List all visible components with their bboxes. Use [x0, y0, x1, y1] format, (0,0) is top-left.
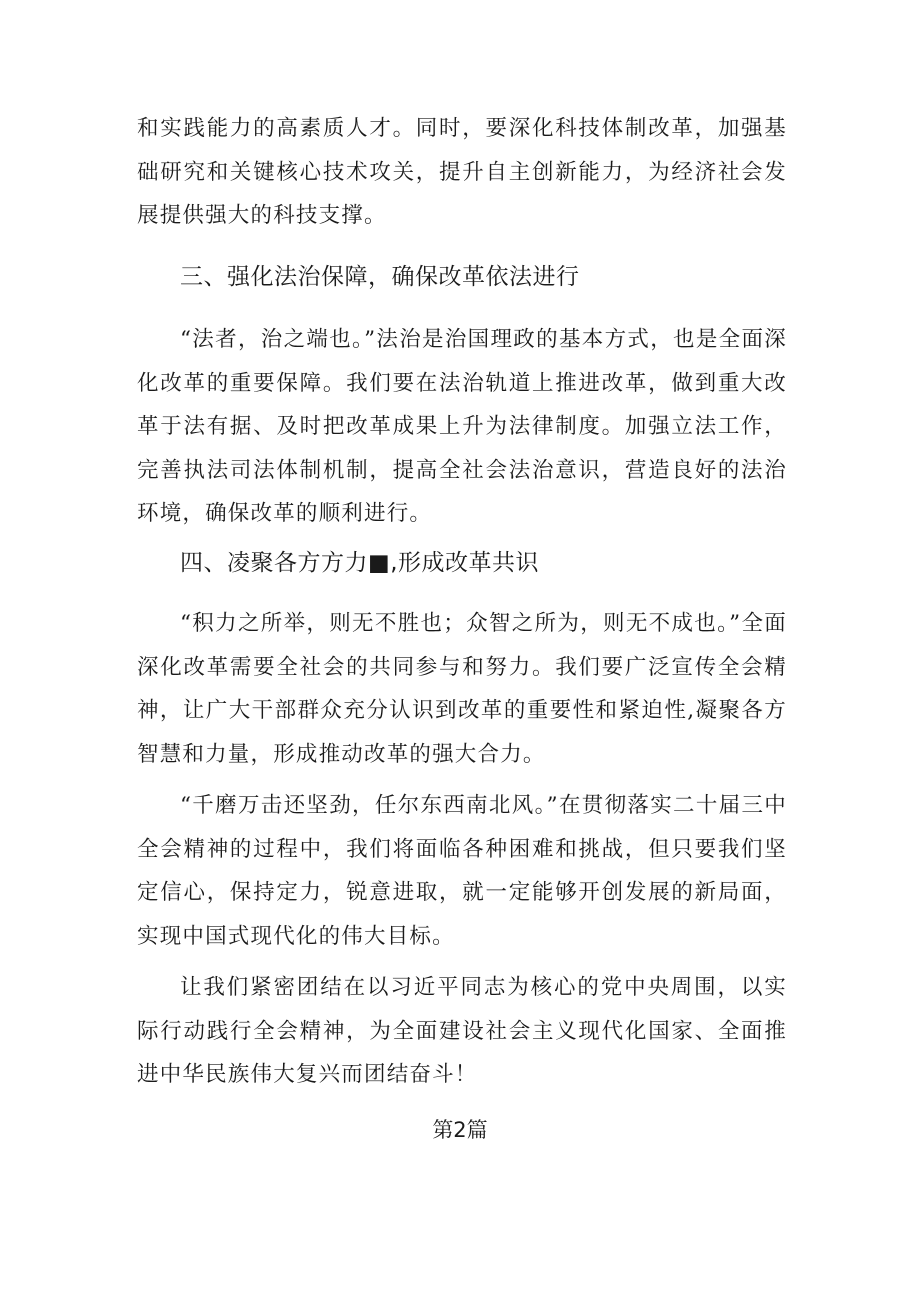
section-heading-consensus: 四、凌聚各方方力■,形成改革共识 [180, 550, 540, 576]
paragraph-tech-talent: 和实践能力的高素质人才。同时，要深化科技体制改革，加强基础研究和关键核心技术攻关，提升自主创新能力，为经济社会发展提供强大的科技支撑。 [137, 116, 787, 228]
section-heading-rule-of-law: 三、强化法治保障，确保改革依法进行 [180, 264, 580, 290]
paragraph-rule-of-law: “法者，治之端也。”法治是治国理政的基本方式，也是全面深化改革的重要保障。我们要在法治轨道上推进改革，做到重大改革于法有据、及时把改革成果上升为法律制度。加强立法工作，完善执法司法体制机制，提高全社会法治意识，营造良好的法治环境，确保改革的顺利进行。 [137, 327, 787, 526]
paragraph-perseverance: “千磨万击还坚劲，任尔东西南北风。”在贯彻落实二十届三中全会精神的过程中，我们将面临各种困难和挑战，但只要我们坚定信心，保持定力，锐意进取，就一定能够开创发展的新局面，实现中国式现代化的伟大目标。 [137, 793, 787, 949]
paragraph-consensus: “积力之所举，则无不胜也；众智之所为，则无不成也。”全面深化改革需要全社会的共同参与和努力。我们要广泛宣传全会精神，让广大干部群众充分认识到改革的重要性和紧迫性,凝聚各方智慧和力量，形成推动改革的强大合力。 [137, 611, 787, 767]
chapter-label: 第2篇 [432, 1118, 488, 1142]
paragraph-closing-call: 让我们紧密团结在以习近平同志为核心的党中央周围，以实际行动践行全会精神，为全面建设社会主义现代化国家、全面推进中华民族伟大复兴而团结奋斗！ [137, 975, 787, 1087]
